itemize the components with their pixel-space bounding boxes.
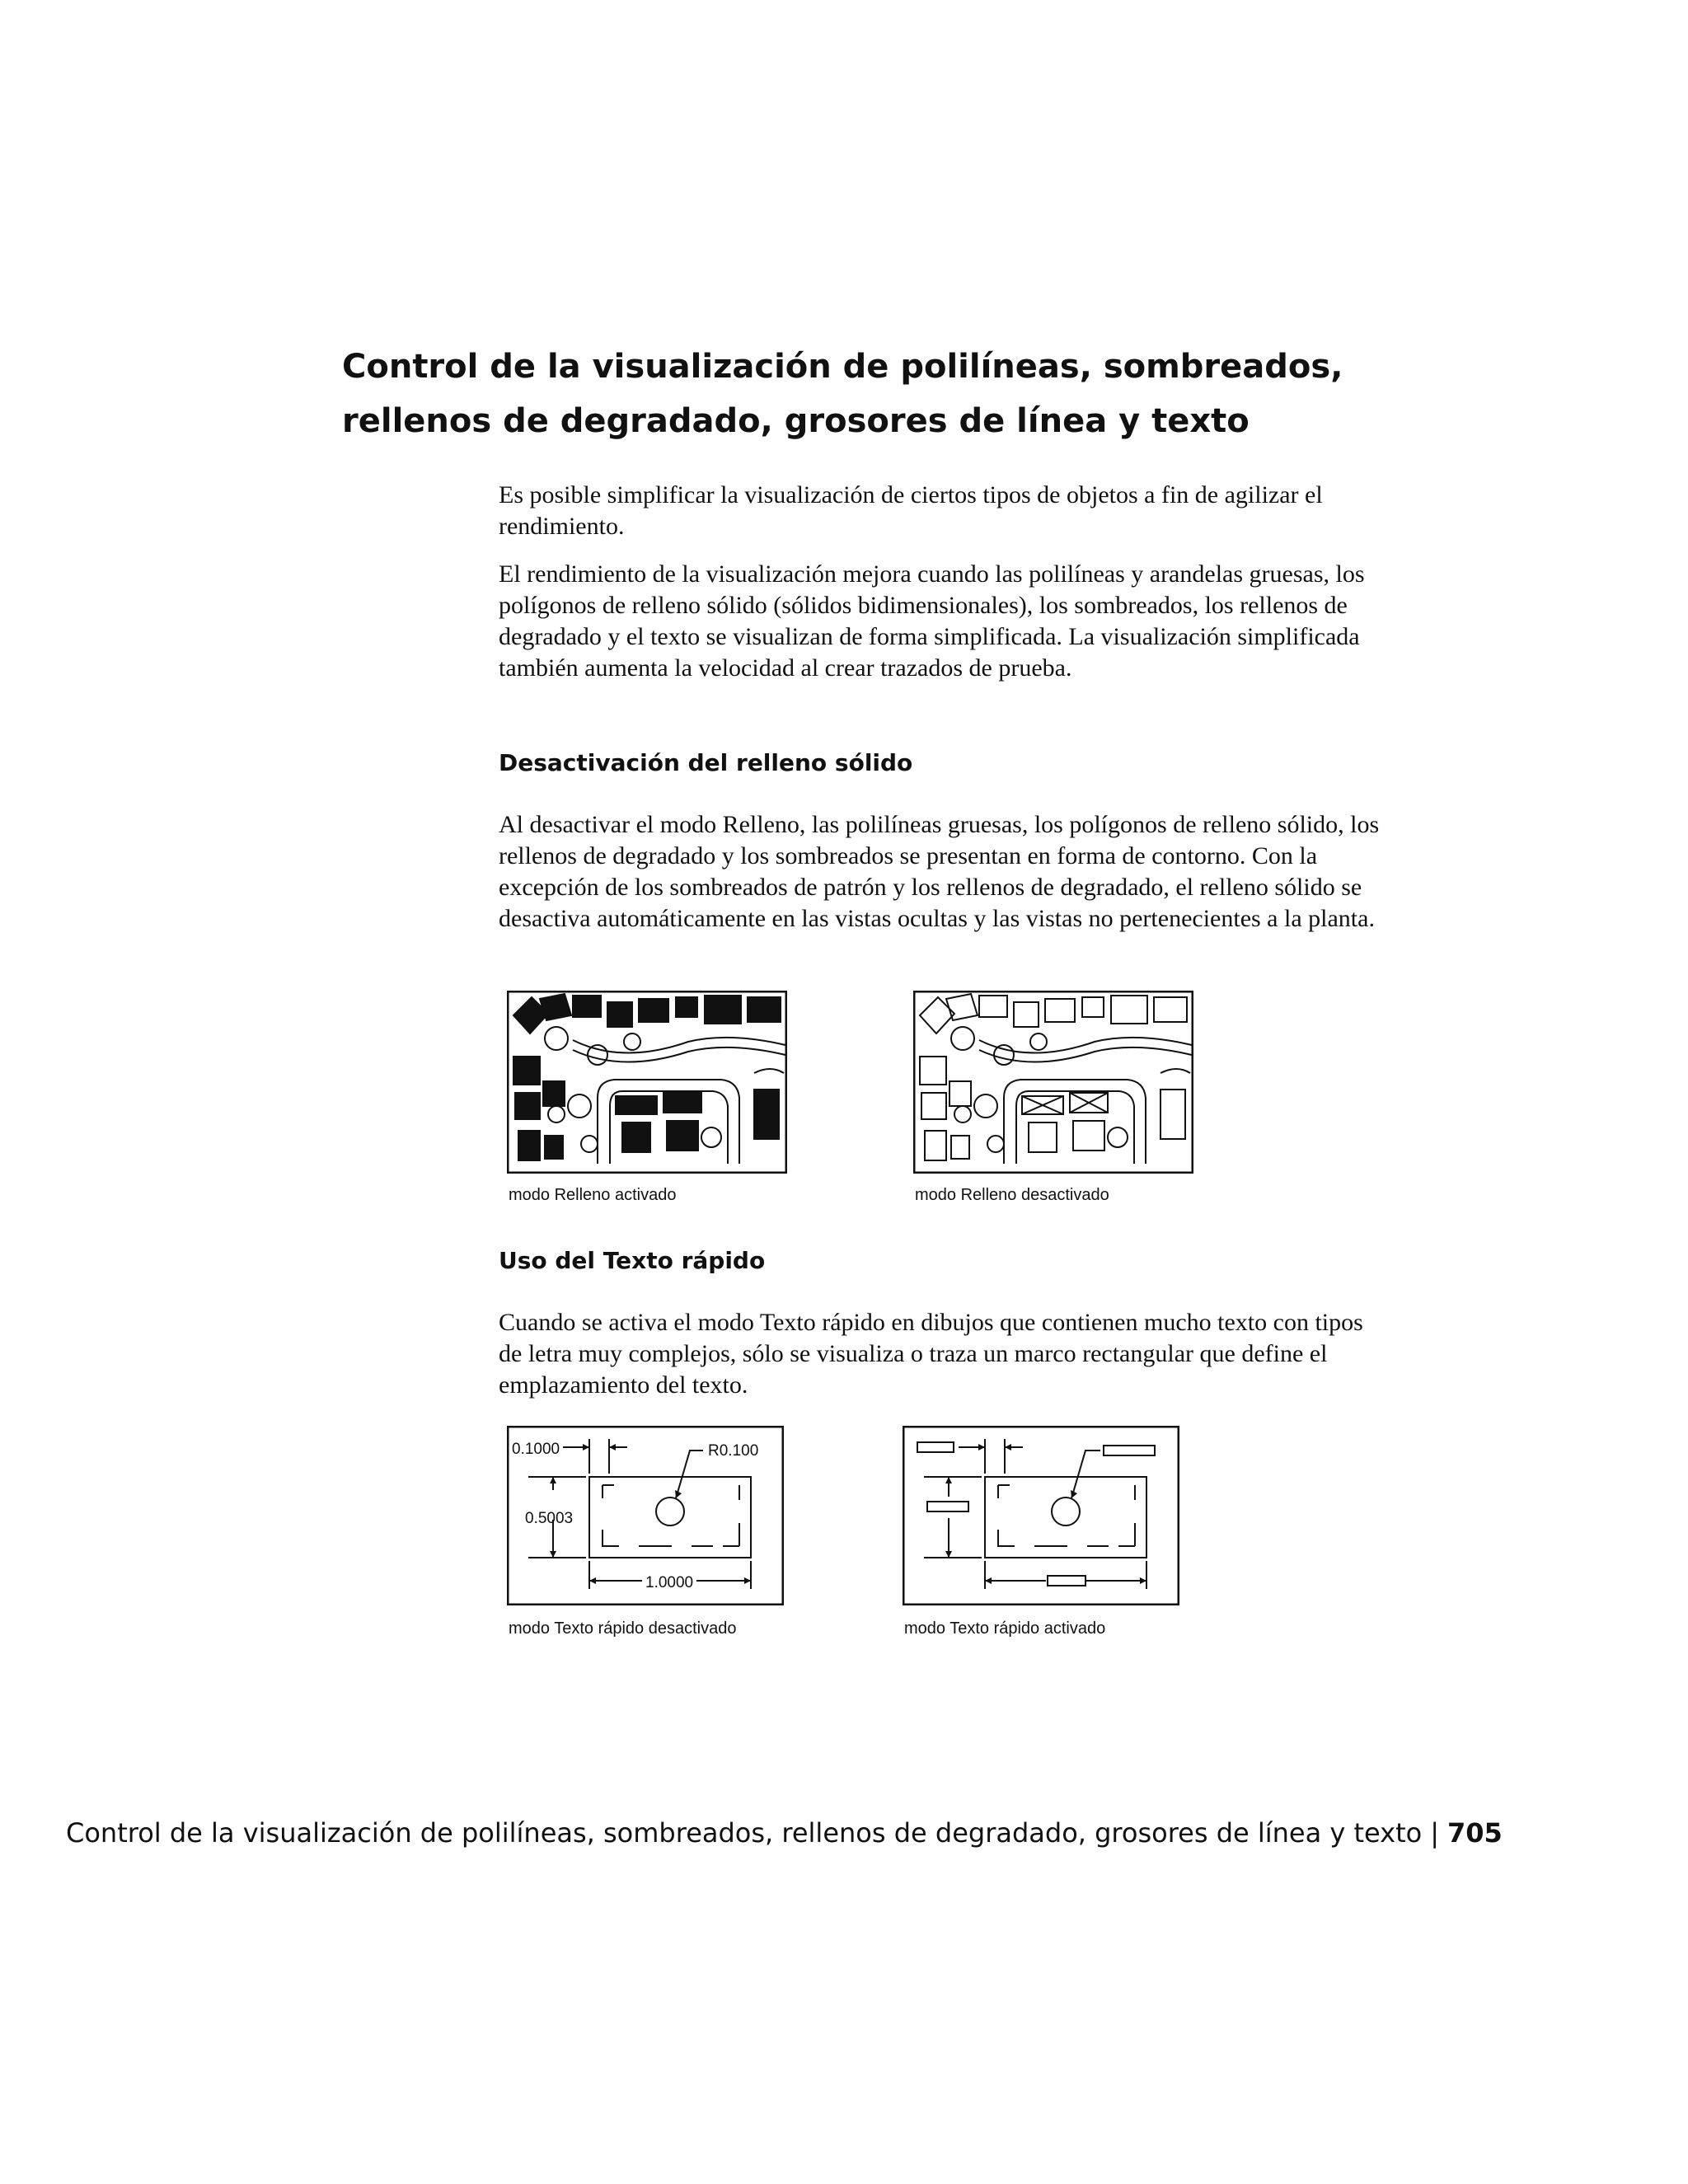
page-title-line-1: Control de la visualización de polilíneas, sombreados, [342, 348, 1343, 386]
footer-separator: | [1430, 1817, 1440, 1849]
intro-paragraph-2: El rendimiento de la visualización mejora cuando las polilíneas y arandelas gruesas, los polígonos de relleno sólido (sólidos bidimensionales), los sombreados, los rellenos de degradado y el texto se visualizan de forma simplificada. La visualización simplificada también aumenta la velocidad al crear trazados de prueba. [499, 560, 1365, 682]
caption-fill-on: modo Relleno activado [509, 1186, 677, 1204]
caption-quicktext-off: modo Texto rápido desactivado [509, 1619, 737, 1638]
dim-radius-label: R0.100 [708, 1442, 759, 1460]
fill-mode-off-figure [913, 991, 1193, 1174]
running-title: Control de la visualización de polilíneas, sombreados, rellenos de degradado, grosores de línea y texto [66, 1817, 1423, 1849]
quicktext-off-figure [507, 1426, 784, 1605]
dim-left-label: 0.5003 [525, 1510, 574, 1527]
section-heading-quicktext: Uso del Texto rápido [499, 1247, 766, 1274]
dim-top-label: 0.1000 [512, 1441, 560, 1458]
dim-bottom-label: 1.0000 [645, 1574, 694, 1591]
section-fill-paragraph: Al desactivar el modo Relleno, las polilíneas gruesas, los polígonos de relleno sólido, los rellenos de degradado y los sombreados se presentan en forma de contorno. Con la excepción de los sombreados de patrón y los rellenos de degradado, el relleno sólido se desactiva automáticamente en las vistas ocultas y las vistas no pertenecientes a la planta. [499, 811, 1380, 932]
fill-mode-on-figure [507, 991, 787, 1174]
intro-paragraph-1: Es posible simplificar la visualización de ciertos tipos de objetos a fin de agilizar el rendimiento. [499, 481, 1323, 540]
page-title [342, 340, 1414, 448]
section-quicktext-paragraph: Cuando se activa el modo Texto rápido en dibujos que contienen mucho texto con tipos de letra muy complejos, sólo se visualiza o traza un marco rectangular que define el emplazamiento del texto. [499, 1309, 1363, 1399]
caption-fill-off: modo Relleno desactivado [915, 1186, 1109, 1204]
caption-quicktext-on: modo Texto rápido activado [904, 1619, 1106, 1638]
section-heading-fill: Desactivación del relleno sólido [499, 749, 913, 776]
page-number: 705 [1447, 1817, 1503, 1849]
page-footer [66, 1816, 1503, 1849]
page-title-line-2: rellenos de degradado, grosores de línea y texto [342, 402, 1250, 440]
quicktext-on-figure [903, 1426, 1179, 1605]
